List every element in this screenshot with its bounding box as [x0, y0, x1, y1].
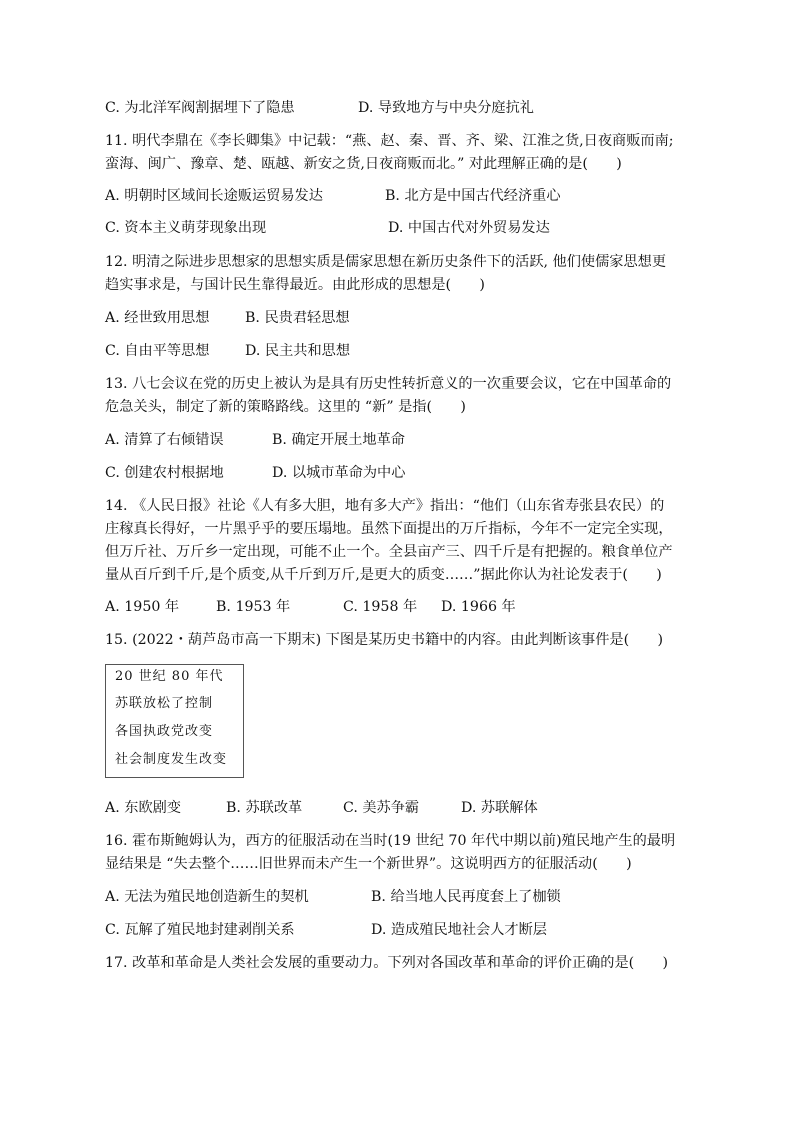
q10-option-c: C. 为北洋军阀割据埋下了隐患 — [105, 100, 295, 116]
q12-option-a: A. 经世致用思想 — [105, 310, 210, 326]
q16-stem-line-2: 显结果是 “失去整个……旧世界而未产生一个新世界”。这说明西方的征服活动( ) — [105, 856, 632, 872]
q11-option-b: B. 北方是中国古代经济重心 — [385, 188, 561, 204]
q11-option-c: C. 资本主义萌芽现象出现 — [105, 220, 267, 236]
q15-box-line-1: 20 世纪 80 年代 — [115, 669, 224, 684]
q15-box-line-4: 社会制度发生改变 — [115, 752, 228, 767]
q16-option-d: D. 造成殖民地社会人才断层 — [371, 922, 547, 938]
q13-option-d: D. 以城市革命为中心 — [272, 465, 406, 481]
q15-option-c: C. 美苏争霸 — [343, 800, 420, 816]
q13-option-a: A. 清算了右倾错误 — [105, 432, 224, 448]
q16-option-b: B. 给当地人民再度套上了枷锁 — [371, 889, 561, 905]
q16-option-c: C. 瓦解了殖民地封建剥削关系 — [105, 922, 295, 938]
q15-option-d: D. 苏联解体 — [461, 800, 538, 816]
q14-stem-line-3: 但万斤社、万斤乡一定出现，可能不止一个。全县亩产三、四千斤是有把握的。粮食单位产 — [105, 544, 673, 560]
q13-option-b: B. 确定开展土地革命 — [272, 432, 405, 448]
q15-option-b: B. 苏联改革 — [226, 800, 303, 816]
q13-stem-line-1: 13. 八七会议在党的历史上被认为是具有历史性转折意义的一次重要会议，它在中国革命的 — [105, 376, 672, 392]
q11-option-a: A. 明朝时区域间长途贩运贸易发达 — [105, 188, 323, 204]
q17-stem-line-1: 17. 改革和革命是人类社会发展的重要动力。下列对各国改革和革命的评价正确的是( ) — [105, 955, 669, 971]
q15-stem: 15. (2022・葫芦岛市高一下期末) 下图是某历史书籍中的内容。由此判断该事件是( ) — [105, 632, 664, 648]
q14-option-a: A. 1950 年 — [105, 599, 180, 615]
q14-option-b: B. 1953 年 — [216, 599, 291, 615]
q12-option-c: C. 自由平等思想 — [105, 343, 210, 359]
q14-stem-line-4: 量从百斤到千斤,是个质变,从千斤到万斤,是更大的质变……”据此你认为社论发表于( ) — [105, 567, 662, 583]
q13-stem-line-2: 危急关头，制定了新的策略路线。这里的 “新” 是指( ) — [105, 399, 466, 415]
q15-source-box — [105, 664, 244, 778]
q14-option-c: C. 1958 年 — [343, 599, 418, 615]
q14-stem-line-2: 庄稼真长得好，一片黑乎乎的要压塌地。虽然下面提出的万斤指标，今年不一定完全实现， — [105, 521, 673, 537]
q16-stem-line-1: 16. 霍布斯鲍姆认为，西方的征服活动在当时(19 世纪 70 年代中期以前)殖民地产生的最明 — [105, 833, 676, 849]
q16-option-a: A. 无法为殖民地创造新生的契机 — [105, 889, 309, 905]
q10-option-d: D. 导致地方与中央分庭抗礼 — [358, 100, 534, 116]
q12-stem-line-2: 趋实事求是，与国计民生靠得最近。由此形成的思想是( ) — [105, 277, 485, 293]
q14-option-d: D. 1966 年 — [441, 599, 516, 615]
q15-box-line-2: 苏联放松了控制 — [115, 696, 214, 711]
q12-stem-line-1: 12. 明清之际进步思想家的思想实质是儒家思想在新历史条件下的活跃, 他们使儒家思想更 — [105, 254, 667, 270]
q15-box-line-3: 各国执政党改变 — [115, 724, 214, 739]
q11-stem-line-1: 11. 明代李鼎在《李长卿集》中记载：“燕、赵、秦、晋、齐、梁、江淮之货,日夜商贩而南; — [105, 133, 674, 149]
q14-stem-line-1: 14. 《人民日报》社论《人有多大胆，地有多大产》指出：“他们（山东省寿张县农民）的 — [105, 498, 665, 514]
q12-option-b: B. 民贵君轻思想 — [245, 310, 350, 326]
q12-option-d: D. 民主共和思想 — [245, 343, 351, 359]
q11-option-d: D. 中国古代对外贸易发达 — [388, 220, 550, 236]
q13-option-c: C. 创建农村根据地 — [105, 465, 224, 481]
q15-option-a: A. 东欧剧变 — [105, 800, 182, 816]
q11-stem-line-2: 蛮海、闽广、豫章、楚、瓯越、新安之货,日夜商贩而北。” 对此理解正确的是( ) — [105, 156, 622, 172]
